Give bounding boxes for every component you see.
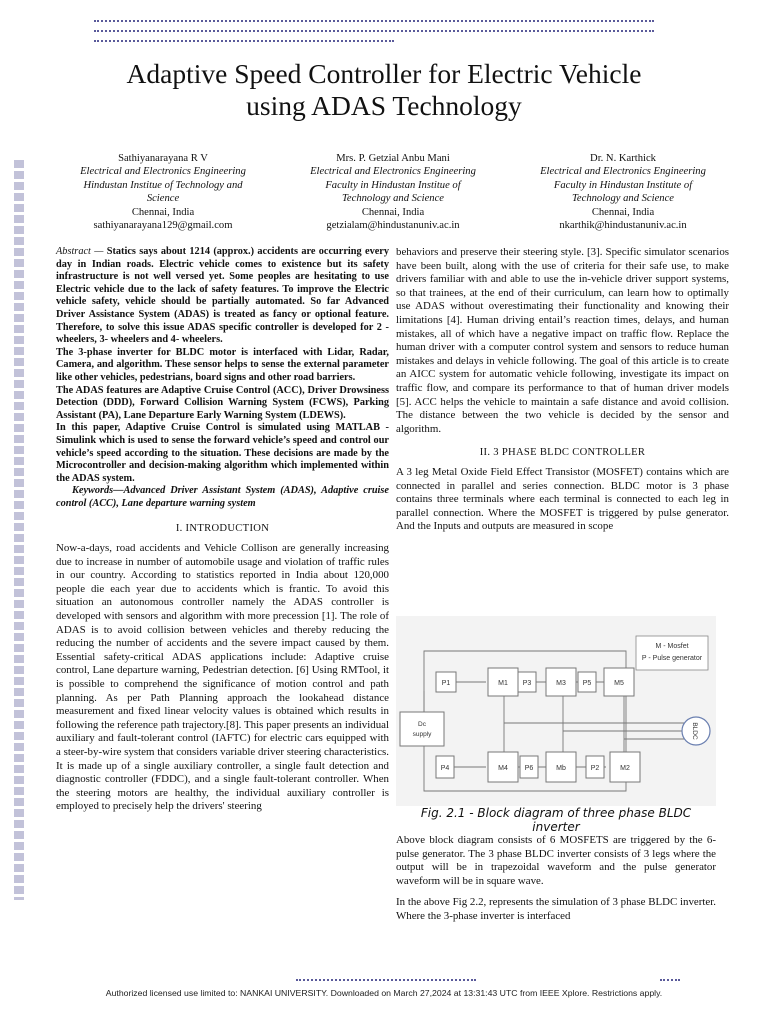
author-email[interactable]: nkarthik@hindustanuniv.ac.in [559,220,687,232]
author-affiliation: Electrical and Electronics Engineering [80,166,246,178]
author-city: Chennai, India [591,206,655,218]
dc-supply-label: supply [412,731,432,738]
block-label: M1 [498,680,508,687]
title-line-1: Adaptive Speed Controller for Electric Vehicle [126,58,642,89]
block-label: M4 [498,765,508,772]
block-label: P4 [440,765,450,772]
block-label: P5 [582,680,592,687]
section-heading-bldc: II. 3 PHASE BLDC CONTROLLER [479,447,646,459]
author-affiliation: Hindustan Institue of Technology and [83,179,243,191]
legend-line-1: M - Mosfet [655,643,689,650]
author-email[interactable]: sathiyanarayana129@gmail.com [93,220,233,232]
after-figure-text [396,834,716,932]
after-figure-paragraph-1: Above block diagram consists of 6 MOSFETS are triggered by the 6-pulse generator. The 3 phase BLDC inverter consists of 3 legs where the output will be in trapezoidal waveform and the pulse generator waveform will be in square wave. [396,834,716,887]
side-margin-text [14,160,24,900]
footer-dotted-line [296,979,476,984]
section-heading-introduction: I. INTRODUCTION [175,523,270,535]
figure-caption: Fig. 2.1 - Block diagram of three phase BLDC inverter [420,806,692,834]
author-affiliation: Faculty in Hindustan Institue of [325,179,461,191]
author-block-3 [508,152,738,232]
block-label: M3 [556,680,566,687]
block-label: M2 [620,765,630,772]
license-footer: Authorized licensed use limited to: NANKAI UNIVERSITY. Downloaded on March 27,2024 at 13:31:43 UTC from IEEE Xplore. Restrictions apply. [105,988,663,998]
block-diagram-svg [396,616,716,806]
bldc-section-text: A 3 leg Metal Oxide Field Effect Transistor (MOSFET) contains which are connected in parallel and series connection. BLDC motor is 3 phase contains three terminals where each terminal is connected to each leg in parallel connection. Where the MOSFET is triggered by pulse generator. And the Inputs and outputs are measured in scope [396,465,729,533]
block-label: P1 [441,680,451,687]
author-affiliation: Technology and Science [572,193,674,205]
legend-line-2: P - Pulse generator [641,655,703,662]
author-affiliation: Electrical and Electronics Engineering [540,166,706,178]
author-name: Mrs. P. Getzial Anbu Mani [336,153,450,164]
block-label: Mb [556,765,566,772]
author-email[interactable]: getzialam@hindustanuniv.ac.in [326,220,460,232]
left-column [56,246,389,814]
abstract-text: Statics says about 1214 (approx.) accidents are occurring every day in Indian roads. Electric vehicle comes to existence but its safety infrastructure is not well versed yet. Some peoples are hesitating to use Electric vehicle due to the lack of safety features. To improve the Electric vehicle safety, vehicle should be partially automated. So far Advanced Driver Assistance System (ADAS) is treated as fancy or optional feature. Therefore, to solve this issue ADAS specific controller is developed for 2 - wheelers, 3- wheelers and 4- wheelers. [56,246,390,346]
abstract-paragraph-3: The ADAS features are Adaptive Cruise Control (ACC), Driver Drowsiness Detection (DDD), Forward Collision Warning System (FCWS), Parking Assistant (PA), Lane Departure Early Warning System (LDEWS). [56,384,389,421]
keywords: Keywords—Advanced Driver Assistant System (ADAS), Adaptive cruise control (ACC), Lane departure warning system [56,485,389,509]
after-figure-paragraph-2: In the above Fig 2.2, represents the simulation of 3 phase BLDC inverter. Where the 3-phase inverter is interfaced [396,896,716,922]
legend-box [636,636,708,670]
author-affiliation: Electrical and Electronics Engineering [310,166,476,178]
abstract-lead: Abstract — [56,246,104,257]
author-name: Dr. N. Karthick [590,153,656,164]
introduction-text: Now-a-days, road accidents and Vehicle Collison are generally increasing due to increase in number of automobile usage and violation of traffic rules in our country. According to statistics reported in India about 120,000 people die each year due to accidents which is frantic. To avoid this situation an autonomous controller namely the ADAS controller is developed with sensors and algorithm with more precession [1]. The role of ADAS is to avoid collision between vehicles and thereby reducing the reducing the number of accidents and the severe impact caused by them. Essential safety-critical ADAS applications include: Adaptive cruise control, Lane departure warning, Pedestrian detection. [6] Using RMTool, it is possible to comprehend the significance of motion control and path planning. As per Path Planning approach the lookahead distance measurement and fixed linear velocity values is obtained which results in following the reference path trajectory.[8]. This paper presents an individual auxiliary and fault-tolerant control (IAFTC) for electric cars equipped with a steer-by-wire system that considers variable driver steering characteristics. It is made up of a single auxiliary controller, a single fault detection and diagnostic controller (FDDC), and a single fault-tolerant controller. When the steering motors are healthy, the individual auxiliary controller is employed to precisely help the drivers' steering [56,542,389,813]
author-affiliation: Science [146,193,180,205]
paper-title [40,58,728,122]
author-affiliation: Faculty in Hindustan Institute of [553,179,693,191]
conference-header-line [94,20,654,25]
dc-supply-label: Dc [418,721,426,728]
footer-dotted-line [660,979,680,984]
block-label: P2 [590,765,600,772]
author-block-2 [278,152,508,232]
abstract-paragraph-4: In this paper, Adaptive Cruise Control is simulated using MATLAB - Simulink which is used to sense the forward vehicle’s speed and control our vehicle’s speed according to the situation. These decisions are made by the Microcontroller and decision-making algorithm which implemented within the ADAS system. [56,422,389,484]
conference-header-line [94,30,654,35]
bldc-block-diagram [396,616,716,806]
author-block-1 [48,152,278,232]
author-name: Sathiyanarayana R V [118,153,208,164]
author-city: Chennai, India [131,206,195,218]
block-label: P6 [524,765,534,772]
right-column [396,246,729,534]
author-city: Chennai, India [361,206,425,218]
title-line-2: using ADAS Technology [246,90,522,121]
right-column-text: behaviors and preserve their steering style. [3]. Specific simulator scenarios have been built, along with the use of criteria for their safe use, to make drivers familiar with and able to use the in-vehicle driver support systems, so that trainees, at the end of their curriculum, can learn how to optimally use ADAS without overestimating their functionality and knowing their limitations [4]. Human driving entail’s reaction times, delays, and human mistakes, all of which have a negative impact on traffic flow. Replace the human driver with a computer control system and sensors to reduce human mistakes and delays in vehicle following. The goal of this article is to create an AICC system for automatic vehicle following, investigate its impact on traffic flow, and compare its performance to that of human driver models [5]. ACC helps the vehicle to maintain a safe distance and avoid collision. The distance between the two vehicle is decided by the sensor and algorithm. [396,246,729,435]
author-affiliation: Technology and Science [342,193,444,205]
block-label: P3 [522,680,532,687]
dc-supply-block [400,712,444,746]
block-label: M5 [614,680,624,687]
conference-header-line [94,40,394,45]
bldc-motor-label: BLDC [691,722,698,740]
abstract-paragraph-2: The 3-phase inverter for BLDC motor is interfaced with Lidar, Radar, Camera, and algorithm. These sensor helps to sense the external parameter like other vehicles, pedestrians, board signs and other road barriers. [56,346,389,383]
abstract-paragraph-1 [56,246,389,347]
